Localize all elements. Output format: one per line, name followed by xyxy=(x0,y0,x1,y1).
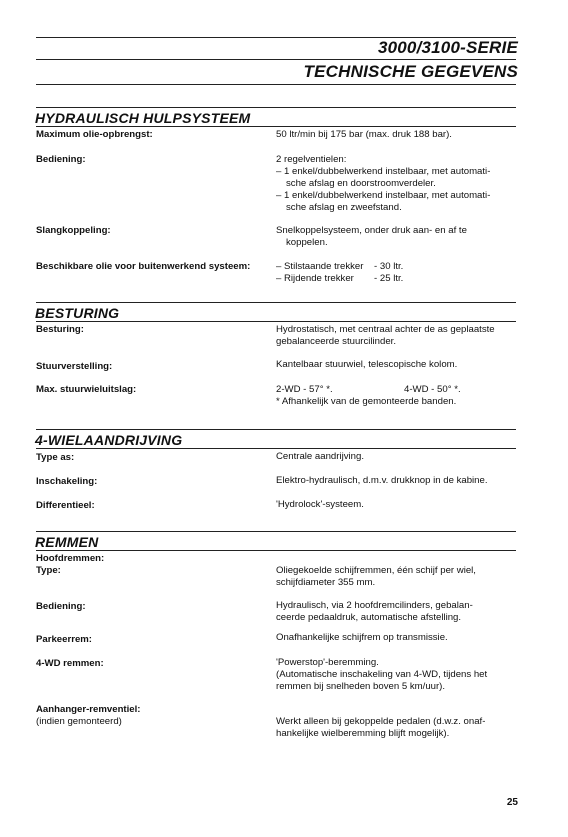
value-line: – 1 enkel/dubbelwerkend instelbaar, met automati- xyxy=(276,166,491,177)
row-label: Maximum olie-opbrengst: xyxy=(36,129,153,140)
row-label: Bediening: xyxy=(36,601,86,612)
value-part: 4-WD - 50° *. xyxy=(404,384,461,395)
row-label: Parkeerrem: xyxy=(36,634,93,645)
value-line: sche afslag en zweefstand. xyxy=(286,202,402,213)
row-label: Bediening: xyxy=(36,154,86,165)
header-rule-mid xyxy=(36,59,516,60)
row-value xyxy=(276,154,490,214)
value-part: - 30 ltr. xyxy=(374,261,404,272)
value-line: schijfdiameter 355 mm. xyxy=(276,577,376,588)
row-label: 4-WD remmen: xyxy=(36,658,104,669)
value-line: 'Powerstop'-beremming. xyxy=(276,657,379,668)
value-line: Hydrostatisch, met centraal achter de as geplaatste xyxy=(276,324,495,335)
row-label: Stuurverstelling: xyxy=(36,361,113,372)
value-line: – 1 enkel/dubbelwerkend instelbaar, met automati- xyxy=(276,190,491,201)
row-label: Besturing: xyxy=(36,324,84,335)
row-label: Beschikbare olie voor buitenwerkend systeem: xyxy=(36,261,251,272)
row-label-note: (indien gemonteerd) xyxy=(36,716,122,727)
section-rule-top xyxy=(36,107,516,108)
value-line: Hydraulisch, via 2 hoofdremcilinders, gebalan- xyxy=(276,600,473,611)
section-title-4wd: 4-WIELAANDRIJVING xyxy=(35,432,183,448)
row-value xyxy=(276,475,488,487)
value-line: ceerde pedaaldruk, automatische afstelling. xyxy=(276,612,462,623)
page-title: TECHNISCHE GEGEVENS xyxy=(303,62,518,81)
row-label: Inschakeling: xyxy=(36,476,98,487)
row-label: Type: xyxy=(36,565,61,576)
row-value xyxy=(276,499,364,511)
row-value xyxy=(276,384,461,408)
value-part: 2-WD - 57° *. xyxy=(276,384,333,395)
value-line xyxy=(276,384,461,396)
row-value xyxy=(276,359,457,371)
value-line: koppelen. xyxy=(286,237,328,248)
section-title-steering: BESTURING xyxy=(35,305,120,321)
row-label: Type as: xyxy=(36,452,75,463)
header-rule-bottom xyxy=(36,84,516,85)
section-title-hydraulic: HYDRAULISCH HULPSYSTEEM xyxy=(35,110,251,126)
value-line: Oliegekoelde schijfremmen, één schijf per wiel, xyxy=(276,565,476,576)
value-line: (Automatische inschakeling van 4-WD, tijdens het xyxy=(276,669,488,680)
row-value xyxy=(276,565,476,589)
value-line: Werkt alleen bij gekoppelde pedalen (d.w.z. onaf- xyxy=(276,716,486,727)
series-title: 3000/3100-SERIE xyxy=(377,38,518,57)
value-line: 2 regelventielen: xyxy=(276,154,347,165)
row-label: Slangkoppeling: xyxy=(36,225,111,236)
value-line: Snelkoppelsysteem, onder druk aan- en af te xyxy=(276,225,467,236)
value-line: 'Hydrolock'-systeem. xyxy=(276,499,364,510)
row-value xyxy=(276,657,487,693)
section-title-brakes: REMMEN xyxy=(35,534,99,550)
row-value xyxy=(276,600,473,624)
value-line xyxy=(276,261,404,273)
row-value xyxy=(276,261,404,285)
value-line: Elektro-hydraulisch, d.m.v. drukknop in de kabine. xyxy=(276,475,488,486)
value-line: hankelijke wielberemming blijft mogelijk). xyxy=(276,728,450,739)
row-label: Differentieel: xyxy=(36,500,95,511)
row-value xyxy=(276,129,452,141)
value-line: 50 ltr/min bij 175 bar (max. druk 188 bar). xyxy=(276,129,452,140)
value-part: – Stilstaande trekker xyxy=(276,261,364,272)
section-rule-bottom xyxy=(36,448,516,449)
value-line: * Afhankelijk van de gemonteerde banden. xyxy=(276,396,457,407)
value-line: Kantelbaar stuurwiel, telescopische kolom. xyxy=(276,359,458,370)
value-part: – Rijdende trekker xyxy=(276,273,354,284)
row-value xyxy=(276,451,364,463)
value-line: gebalanceerde stuurcilinder. xyxy=(276,336,397,347)
value-line: Centrale aandrijving. xyxy=(276,451,364,462)
section-rule-top xyxy=(36,302,516,303)
page-number: 25 xyxy=(506,797,518,808)
value-line: Onafhankelijke schijfrem op transmissie. xyxy=(276,632,448,643)
row-label: Hoofdremmen: xyxy=(36,553,105,564)
section-rule-top xyxy=(36,429,516,430)
section-rule-bottom xyxy=(36,321,516,322)
row-label: Max. stuurwieluitslag: xyxy=(36,384,137,395)
section-rule-top xyxy=(36,531,516,532)
value-line: remmen bij snelheden boven 5 km/uur). xyxy=(276,681,446,692)
value-part: - 25 ltr. xyxy=(374,273,404,284)
section-rule-bottom xyxy=(36,126,516,127)
value-line: sche afslag en doorstroomverdeler. xyxy=(286,178,436,189)
row-value xyxy=(276,324,495,348)
row-value xyxy=(276,632,448,644)
section-rule-bottom xyxy=(36,550,516,551)
row-value xyxy=(276,716,485,740)
row-label: Aanhanger-remventiel: xyxy=(36,704,141,715)
row-value xyxy=(276,225,467,249)
value-line xyxy=(276,273,404,285)
